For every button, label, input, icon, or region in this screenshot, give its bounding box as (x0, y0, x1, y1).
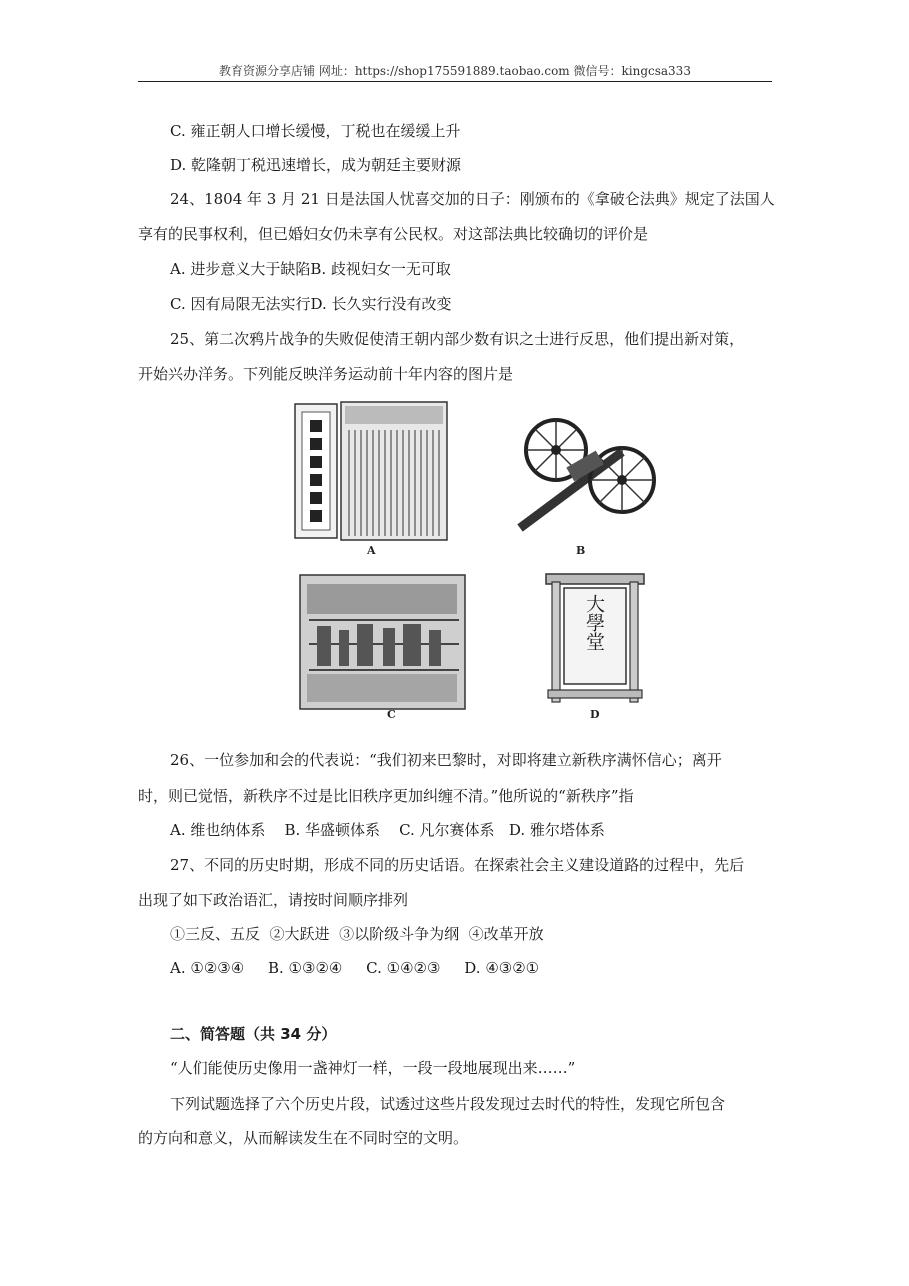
q26-stem-2: 时，则已觉悟，新秩序不过是比旧秩序更加纠缠不清。”他所说的“新秩序”指 (138, 787, 634, 805)
page-header: 教育资源分享店铺 网址：https://shop175591889.taobao.com 微信号：kingcsa333 (219, 64, 691, 78)
q25-label-d: D (590, 708, 600, 721)
q24-option-b: B. 歧视妇女一无可取 (310, 260, 451, 278)
q26-options: A. 维也纳体系 B. 华盛顿体系 C. 凡尔赛体系 D. 雅尔塔体系 (170, 821, 605, 839)
section2-quote: “人们能使历史像用一盏神灯一样，一段一段地展现出来……” (170, 1059, 576, 1077)
q27-items: ①三反、五反 ②大跃进 ③以阶级斗争为纲 ④改革开放 (170, 925, 544, 943)
q25-image-c-factory (299, 574, 466, 710)
q27-stem-2: 出现了如下政治语汇，请按时间顺序排列 (138, 891, 409, 909)
section2-intro-1: 下列试题选择了六个历史片段，试透过这些片段发现过去时代的特性，发现它所包含 (170, 1095, 726, 1113)
q27-stem-1: 27、不同的历史时期，形成不同的历史话语。在探索社会主义建设道路的过程中，先后 (170, 856, 745, 874)
q25-label-c: C (387, 708, 396, 721)
q23-option-d: D. 乾隆朝丁税迅速增长，成为朝廷主要财源 (170, 156, 462, 174)
q24-option-d: D. 长久实行没有改变 (310, 295, 452, 313)
q25-plaque-text: 大學堂 (583, 594, 605, 651)
q25-image-b-cannon (512, 400, 662, 540)
q23-option-c: C. 雍正朝人口增长缓慢，丁税也在缓缓上升 (170, 122, 461, 140)
q25-image-d-plaque (540, 572, 650, 708)
q24-stem-2: 享有的民事权利，但已婚妇女仍未享有公民权。对这部法典比较确切的评价是 (138, 225, 649, 243)
q24-option-a: A. 进步意义大于缺陷 (170, 260, 311, 278)
q27-options: A. ①②③④ B. ①③②④ C. ①④②③ D. ④③②① (170, 959, 540, 977)
section2-title: 二、简答题（共 34 分） (170, 1025, 337, 1043)
q25-stem-2: 开始兴办洋务。下列能反映洋务运动前十年内容的图片是 (138, 365, 514, 383)
section2-intro-2: 的方向和意义，从而解读发生在不同时空的文明。 (138, 1129, 469, 1147)
q25-label-b: B (576, 544, 586, 557)
q25-stem-1: 25、第二次鸦片战争的失败促使清王朝内部少数有识之士进行反思，他们提出新对策， (170, 330, 745, 348)
q24-option-c: C. 因有局限无法实行 (170, 295, 311, 313)
q26-stem-1: 26、一位参加和会的代表说：“我们初来巴黎时，对即将建立新秩序满怀信心；离开 (170, 751, 722, 769)
q25-image-a-newspaper (293, 398, 451, 546)
q24-options-row-1 (170, 259, 810, 279)
q25-label-a: A (367, 544, 376, 557)
header-rule (138, 81, 772, 82)
q24-stem-1: 24、1804 年 3 月 21 日是法国人忧喜交加的日子：刚颁布的《拿破仑法典》规定了法国人 (170, 190, 775, 208)
q24-options-row-2 (170, 294, 810, 314)
